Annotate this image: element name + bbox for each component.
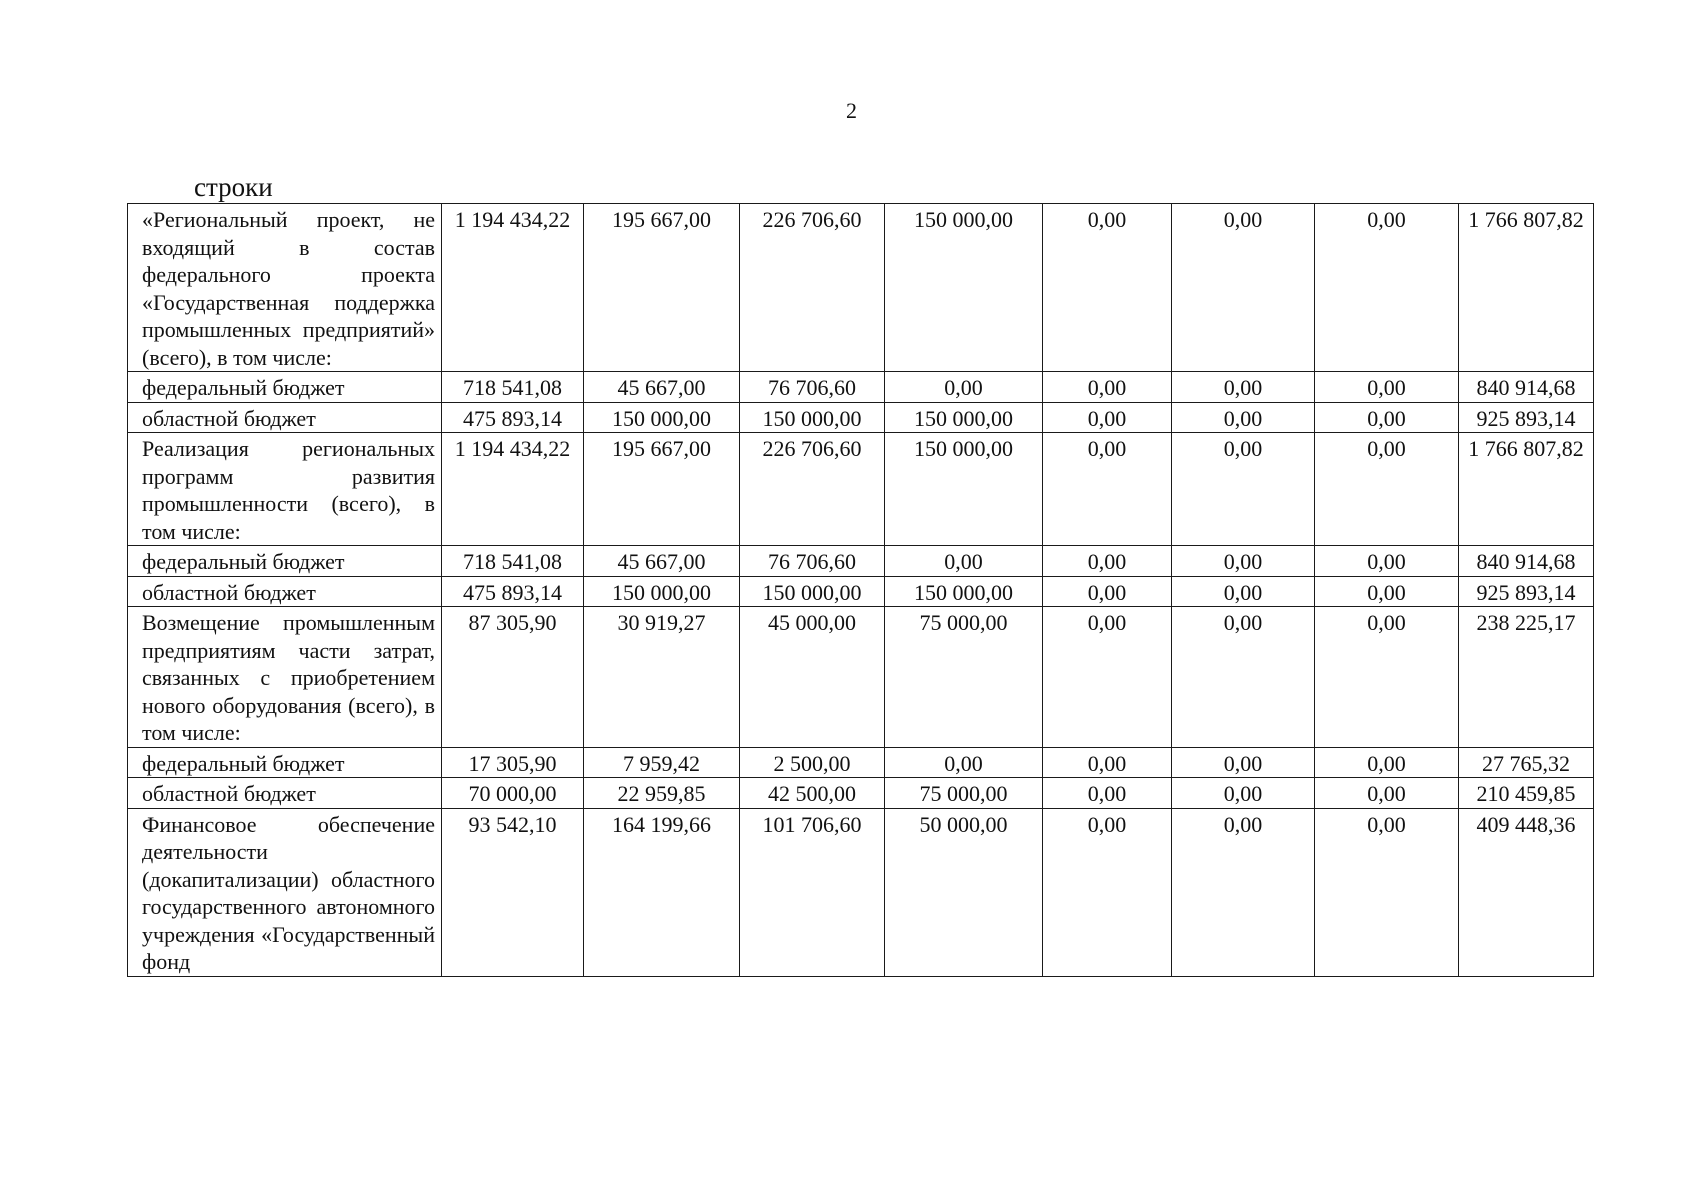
row-label: федеральный бюджет xyxy=(128,747,442,778)
value-cell: 150 000,00 xyxy=(885,433,1043,546)
value-cell: 0,00 xyxy=(885,372,1043,403)
value-cell: 7 959,42 xyxy=(584,747,740,778)
value-cell: 0,00 xyxy=(1315,576,1459,607)
value-cell: 42 500,00 xyxy=(740,778,885,809)
value-cell: 0,00 xyxy=(885,546,1043,577)
value-cell: 0,00 xyxy=(1315,778,1459,809)
value-cell: 87 305,90 xyxy=(442,607,584,748)
value-cell: 0,00 xyxy=(1172,607,1315,748)
value-cell: 50 000,00 xyxy=(885,808,1043,976)
value-cell: 150 000,00 xyxy=(885,576,1043,607)
value-cell: 76 706,60 xyxy=(740,546,885,577)
value-cell: 75 000,00 xyxy=(885,778,1043,809)
value-cell: 0,00 xyxy=(1172,747,1315,778)
table-row xyxy=(128,433,1594,546)
value-cell: 0,00 xyxy=(1172,546,1315,577)
table-row xyxy=(128,607,1594,748)
value-cell: 17 305,90 xyxy=(442,747,584,778)
total-cell: 840 914,68 xyxy=(1459,372,1594,403)
total-cell: 409 448,36 xyxy=(1459,808,1594,976)
value-cell: 0,00 xyxy=(1315,607,1459,748)
budget-table xyxy=(127,203,1594,977)
value-cell: 93 542,10 xyxy=(442,808,584,976)
table-row xyxy=(128,402,1594,433)
value-cell: 0,00 xyxy=(1172,808,1315,976)
table-row xyxy=(128,747,1594,778)
total-cell: 1 766 807,82 xyxy=(1459,204,1594,372)
value-cell: 76 706,60 xyxy=(740,372,885,403)
value-cell: 0,00 xyxy=(1315,402,1459,433)
value-cell: 1 194 434,22 xyxy=(442,204,584,372)
value-cell: 45 000,00 xyxy=(740,607,885,748)
value-cell: 0,00 xyxy=(1172,576,1315,607)
table-row xyxy=(128,808,1594,976)
total-cell: 925 893,14 xyxy=(1459,402,1594,433)
value-cell: 45 667,00 xyxy=(584,372,740,403)
value-cell: 150 000,00 xyxy=(584,576,740,607)
value-cell: 195 667,00 xyxy=(584,433,740,546)
value-cell: 2 500,00 xyxy=(740,747,885,778)
value-cell: 475 893,14 xyxy=(442,576,584,607)
value-cell: 0,00 xyxy=(1043,607,1172,748)
table-row xyxy=(128,546,1594,577)
total-cell: 1 766 807,82 xyxy=(1459,433,1594,546)
value-cell: 150 000,00 xyxy=(740,576,885,607)
value-cell: 0,00 xyxy=(1315,808,1459,976)
row-label: областной бюджет xyxy=(128,576,442,607)
section-heading-word: строки xyxy=(194,172,273,202)
value-cell: 226 706,60 xyxy=(740,433,885,546)
total-cell: 925 893,14 xyxy=(1459,576,1594,607)
row-label: областной бюджет xyxy=(128,402,442,433)
value-cell: 70 000,00 xyxy=(442,778,584,809)
value-cell: 0,00 xyxy=(1043,576,1172,607)
row-label: Возмещение промышленным предприятиям части затрат, связанных с приобретением нового оборудования (всего), в том числе: xyxy=(128,607,442,748)
value-cell: 150 000,00 xyxy=(740,402,885,433)
value-cell: 0,00 xyxy=(1043,546,1172,577)
table-row xyxy=(128,576,1594,607)
total-cell: 27 765,32 xyxy=(1459,747,1594,778)
value-cell: 226 706,60 xyxy=(740,204,885,372)
value-cell: 30 919,27 xyxy=(584,607,740,748)
row-label: «Региональный проект, не входящий в состав федерального проекта «Государственная поддержка промышленных предприятий» (всего), в том числе: xyxy=(128,204,442,372)
value-cell: 0,00 xyxy=(1172,402,1315,433)
value-cell: 0,00 xyxy=(1043,747,1172,778)
page-number: 2 xyxy=(846,98,857,123)
value-cell: 0,00 xyxy=(1315,747,1459,778)
value-cell: 718 541,08 xyxy=(442,546,584,577)
value-cell: 0,00 xyxy=(1172,433,1315,546)
value-cell: 150 000,00 xyxy=(885,402,1043,433)
row-label: Реализация региональных программ развития промышленности (всего), в том числе: xyxy=(128,433,442,546)
value-cell: 0,00 xyxy=(1043,433,1172,546)
table-row xyxy=(128,372,1594,403)
value-cell: 0,00 xyxy=(1315,433,1459,546)
value-cell: 0,00 xyxy=(1172,204,1315,372)
value-cell: 0,00 xyxy=(1043,204,1172,372)
value-cell: 0,00 xyxy=(1172,372,1315,403)
value-cell: 475 893,14 xyxy=(442,402,584,433)
value-cell: 75 000,00 xyxy=(885,607,1043,748)
table-row xyxy=(128,204,1594,372)
table-row xyxy=(128,778,1594,809)
row-label: федеральный бюджет xyxy=(128,546,442,577)
row-label: федеральный бюджет xyxy=(128,372,442,403)
total-cell: 238 225,17 xyxy=(1459,607,1594,748)
value-cell: 0,00 xyxy=(1043,402,1172,433)
value-cell: 22 959,85 xyxy=(584,778,740,809)
value-cell: 0,00 xyxy=(1043,372,1172,403)
value-cell: 0,00 xyxy=(885,747,1043,778)
value-cell: 150 000,00 xyxy=(584,402,740,433)
value-cell: 0,00 xyxy=(1172,778,1315,809)
value-cell: 0,00 xyxy=(1315,204,1459,372)
value-cell: 0,00 xyxy=(1043,808,1172,976)
total-cell: 840 914,68 xyxy=(1459,546,1594,577)
value-cell: 150 000,00 xyxy=(885,204,1043,372)
value-cell: 718 541,08 xyxy=(442,372,584,403)
budget-table-body xyxy=(128,204,1594,977)
row-label: Финансовое обеспечение деятельности (докапитализации) областного государственного автономного учреждения «Государственный фонд xyxy=(128,808,442,976)
value-cell: 101 706,60 xyxy=(740,808,885,976)
value-cell: 0,00 xyxy=(1315,372,1459,403)
value-cell: 1 194 434,22 xyxy=(442,433,584,546)
value-cell: 45 667,00 xyxy=(584,546,740,577)
value-cell: 195 667,00 xyxy=(584,204,740,372)
total-cell: 210 459,85 xyxy=(1459,778,1594,809)
row-label: областной бюджет xyxy=(128,778,442,809)
value-cell: 0,00 xyxy=(1315,546,1459,577)
value-cell: 0,00 xyxy=(1043,778,1172,809)
value-cell: 164 199,66 xyxy=(584,808,740,976)
